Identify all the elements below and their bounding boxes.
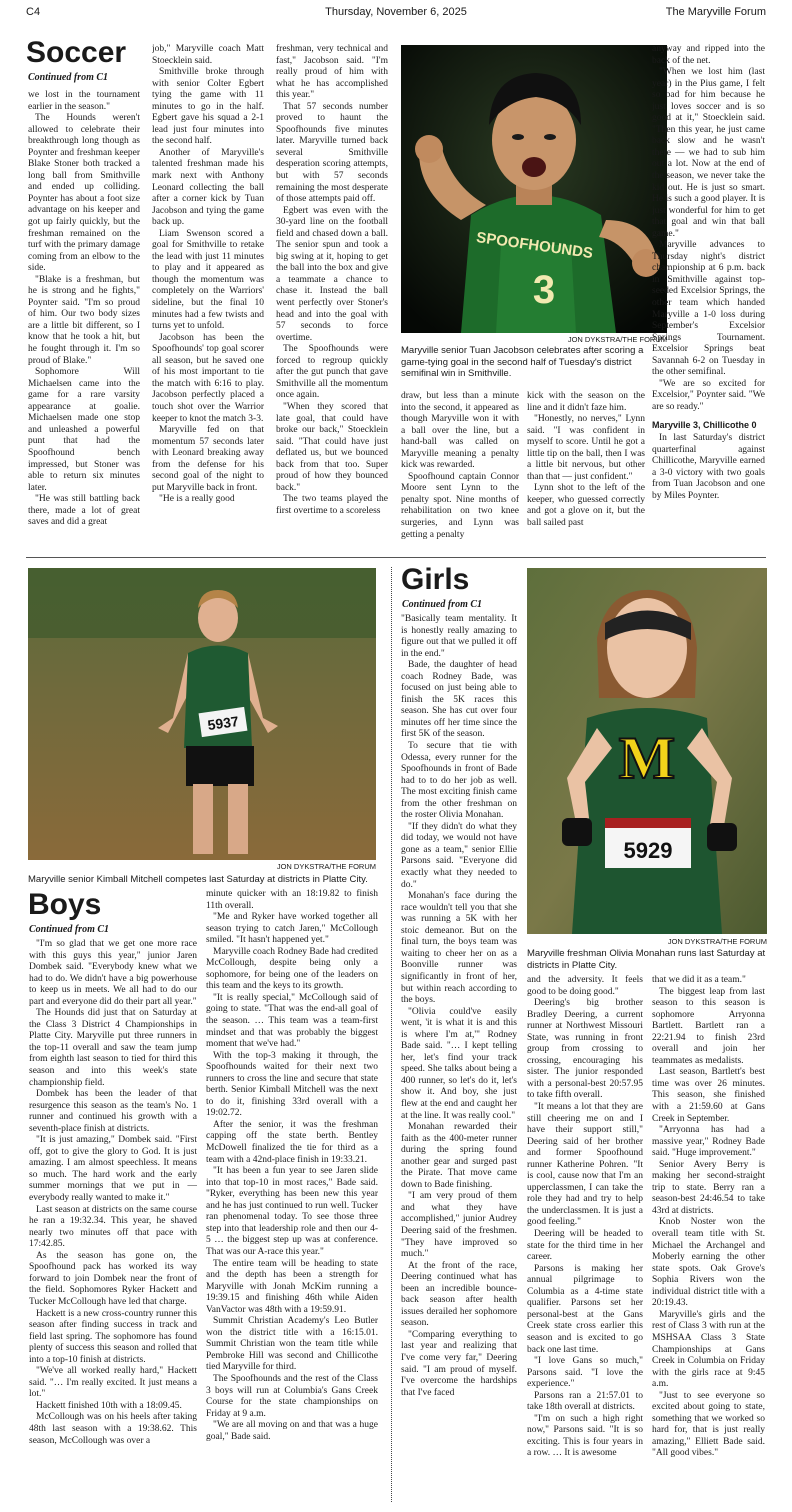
- soccer-column-3: freshman, very technical and fast," Jacobson said. "I'm really proud of him with what he has accomplished this year." That 57 seconds number proved to haunt the Spoofhounds five minutes later. Maryville turned back several Smithville desperation scoring attempts, but with 57 seconds remaining the most desperate of those attempts paid off. Egbert was even with the 30-yard line on the football field and chased down a ball. The senior spun and took a big swing at it, hoping to get the ball into the box and give a teammate a chance to chase it. Instead the ball went perfectly over Stoner's head and into the goal with 57 seconds to force overtime. The Spoofhounds were forced to regroup quickly after the gut punch that gave Smithville all the momentum once again. "When they scored that late goal, that could have broke our back," Stoecklein said. "That could have just deflated us, but we bounced back from that too. Super proud of how they bounced back." The two teams played the first overtime to a scoreless: [276, 44, 388, 516]
- girls-headline: Girls: [401, 563, 470, 596]
- boys-bib-number: 5937: [206, 712, 240, 734]
- girls-column-2: and the adversity. It feels good to be doing good." Deering's big brother Bradley Deering, a current runner at Northwest Missouri State, was running in front group from crossing to crossing, encouraging his sister. The junior responded with a personal-best 20:57.95 to take fifth overall. "It means a lot that they are still cheering me on and I have their support still," Deering said of her brother and former Spoofhound runner Katherine Pohren. "It is cool, cause now that I'm an upperclassmen, I can take the role they had and try to help the underclassmen. It is just a good feeling." Deering will be headed to state for the third time in her career. Parsons is making her annual pilgrimage to Columbia as a 4-time state qualifier. Parsons set her personal-best at the Gans Creek state cross earlier this season and is excited to go back one last time. "I love Gans so much," Parsons said. "I love the experience." Parsons ran a 21:57.01 to take 18th overall at districts. "I'm on such a high right now," Parsons said. "It is so exciting. This is four years in a row. … It is awesome: [527, 975, 643, 1459]
- boys-headline: Boys: [28, 888, 102, 921]
- page-number: C4: [26, 6, 41, 18]
- girls-continued: Continued from C1: [402, 599, 483, 610]
- soccer-column-1: we lost in the tournament earlier in the season." The Hounds weren't allowed to celebrate their breakthrough long though as Poynter and freshman keeper Blake Stoner both tracked a long ball from Smithville and ended up colliding. Poynter has about a foot size advantage on his keeper and got up fairly quickly, but the freshman remained on the turf with the primary damage coming from an elbow to the side. "Blake is a freshman, but he is strong and he fights," Poynter said. "I'm so proud of him. Our two body sizes are a little bit different, so I know that he took a hit, but he fought through it. I'm so proud of Blake." Sophomore Will Michaelsen came into the game for a rare varsity appearance at goalie. Michaelsen made one stop and unleashed a powerful punt that had the Spoofhound bench impressed, but Stoner was able to return six minutes later. "He was still battling back there, made a lot of great saves and did a great: [28, 90, 140, 528]
- soccer-column-6: anyway and ripped into the back of the net. "When we lost him (last year) in the Pius game, I felt so bad for him because he just loves soccer and is so good at it," Stoecklein said. "Then this year, he just came back slow and he wasn't there — we had to sub him out a lot. Now at the end of the season, we never take the kid out. He is just so smart. He is such a good player. It is just wonderful for him to get that goal and win that ball game." Maryville advances to Thursday night's district championship at 6 p.m. back in Smithville against top-seeded Excelsior Springs, the other team which handed Maryville a 1-0 loss during September's Excelsior Springs Tournament. Excelsior Springs beat Savannah 6-2 on Tuesday in the other semifinal. "We are so excited for Excelsior," Poynter said. "We are so ready." Maryville 3, Chillicothe 0 In last Saturday's district quarterfinal against Chillicothe, Maryville earned a 3-0 victory with two goals from Tuan Jacobson and one by Miles Poynter.: [652, 44, 765, 501]
- soccer-headline: Soccer: [26, 36, 127, 69]
- boys-photo-caption: Maryville senior Kimball Mitchell competes last Saturday at districts in Platte City.: [28, 874, 368, 885]
- boys-photo-credit: JON DYKSTRA/THE FORUM: [276, 862, 376, 871]
- soccer-photo-image: [401, 45, 667, 333]
- section-divider: [26, 557, 766, 558]
- soccer-column-4: draw, but less than a minute into the second, it appeared as though Maryville won it with a ball over the line, but a hand-ball was called on Maryville meaning a penalty kick was rewarded. Spoofhound captain Connor Moore sent Lynn to the penalty spot. Nine months of rehabilitation on two knee surgeries, and Lynn was getting a penalty: [401, 391, 519, 540]
- soccer-jersey-text: SPOOFHOUNDS: [475, 228, 594, 263]
- girls-jersey-letter: M: [618, 725, 676, 791]
- girls-photo-image: [527, 568, 767, 934]
- soccer-jersey-number: 3: [532, 268, 556, 312]
- column-divider: [391, 567, 392, 1502]
- newspaper-name: The Maryville Forum: [665, 6, 766, 18]
- boys-photo-image: [28, 568, 376, 860]
- issue-date: Thursday, November 6, 2025: [325, 6, 467, 18]
- girls-photo-credit: JON DYKSTRA/THE FORUM: [667, 937, 767, 946]
- boys-photo: [28, 568, 376, 860]
- girls-column-1: "Basically team mentality. It is honestly really amazing to figure out that we pulled it off in the end." Bade, the daughter of head coach Rodney Bade, was focused on just being able to finish the 5K races this season. She has cut over four minutes off her time since the first 5K of the season. To secure that tie with Odessa, every runner for the Spoofhounds in front of Bade had to to do her job as well. The most exciting finish came from the other freshman on the roster Olivia Monahan. "If they didn't do what they did today, we would not have gone as a team," senior Ellie Parsons said. "Everyone did exactly what they needed to do." Monahan's face during the race wouldn't tell you that she was running a 5K with her stoic demeanor. But on the final turn, the boys team was waiting to cheer her on as a Boonville runner was significantly in front of her, but within reach according to the boys. "Olivia could've easily went, 'it is what it is and this is where I'm at,'" Rodney Bade said. "… I kept telling her, let's find your track speed. She talks about being a 400 runner, so let's do it, let's show it. And boy, she just flew at the end and caught her at the line. It was really cool." Monahan rewarded their faith as the 400-meter runner during the spring found another gear and surged past the Pirate. That move came down to Bade finishing. "I am very proud of them and what they have accomplished," junior Audrey Deering said of the freshmen. "They have improved so much." At the front of the race, Deering continued what has been an incredible bounce-back season after health issues derailed her sophomore season. "Comparing everything to last year and realizing that I've come very far," Deering said. "I am proud of myself. I've overcome the hardships that I've faced: [401, 614, 517, 1398]
- boys-column-2: minute quicker with an 18:19.82 to finish 11th overall. "Me and Ryker have worked together all season trying to catch Jaren," McCollough smiled. "It hasn't happened yet." Maryville coach Rodney Bade had credited McCollough, despite being only a sophomore, for being one of the leaders on this team and the keys to its growth. "It is really special," McCollough said of going to state. "That was the end-all goal of the season. … This team was a team-first mindset and that was probably the biggest moment that we've had." With the top-3 making it through, the Spoofhounds waited for their next two runners to cross the line and secure that state berth. Senior Kimball Mitchell was the next to do it, finishing 33rd overall with a 19:02.72. After the senior, it was the freshman capping off the state berth. Bentley McDowell finalized the tie for third as a team with a 42nd-place finish in 19:33.21. "It has been a fun year to see Jaren slide into that top-10 in most races," Bade said. "Ryker, everything has been new this year and he has just continued to run well. Tucker ran phenomenal today. To see those three step into that leadership role and then our 4-5 … the biggest step up was at conference. That was our A-race this year." The entire team will be heading to state and the depth has been a strength for Maryville with Jonah McKim running a 19:39.15 and finishing 46th while Aiden VanVactor was 48th with a 19:59.91. Summit Christian Academy's Leo Butler won the district title with a 16:15.01. Summit Christian won the team title while Pembroke Hill was second and Chillicothe tied Maryville for third. The Spoofhounds and the rest of the Class 3 boys will run at Columbia's Gans Creek Course for the state championships on Friday at 9 a.m. "We are all moving on and that was a huge goal," Bade said.: [206, 889, 378, 1442]
- girls-photo: [527, 568, 767, 934]
- boys-column-1: "I'm so glad that we get one more race with this guys this year," junior Jaren Dombek said. "Everybody knew what we had to do. We didn't have a big powerhouse to keep us in meets. We all had to do our part and everyone did do their part all year." The Hounds did just that on Saturday at the Class 3 District 4 Championships in Platte City. Maryville put three runners in the top-11 overall and saw the team jump from eighth last season to tied for third this season and into this week's state championship field. Dombek has been the leader of that resurgence this season as the team's No. 1 runner and continued his growth with a seventh-place finish at districts. "It is just amazing," Dombek said. "First off, got to give the glory to God. It is just amazing. I am almost speechless. It means so much. The hard work and the early summer mornings that we put in — everybody really wanted to make it." Last season at districts on the same course he ran a 19:32.34. This year, he shaved nearly two minutes off that pace with 17:42.85. As the season has gone on, the Spoofhound pack has worked its way forward to join Dombek near the front of the field. Sophomores Ryker Hackett and Tucker McCollough have led that charge. Hackett is a new cross-country runner this season after finding success in track and field last spring. The sophomore has found plenty of success this season and rolled that into a top-10 finish at districts. "We've all worked really hard," Hackett said. "… I'm really excited. It just means a lot." Hackett finished 10th with a 18:09.45. McCollough was on his heels after taking 48th last season with a 19:38.62. This season, McCollough was over a: [29, 939, 197, 1446]
- soccer-photo: [401, 45, 667, 333]
- soccer-photo-caption: Maryville senior Tuan Jacobson celebrates after scoring a game-tying goal in the second half of Tuesday's district semifinal win in Smithville.: [401, 345, 644, 379]
- boys-continued: Continued from C1: [29, 924, 110, 935]
- soccer-column-2: job," Maryville coach Matt Stoecklein said. Smithville broke through with senior Colter Egbert tying the game with 11 minutes to go in the half. Egbert gave his squad a 2-1 lead just four minutes into the second half. Another of Maryville's talented freshman made his mark next with Anthony Leonard collecting the ball after a corner kick by Tuan Jacobson and tying the game back up. Liam Swenson scored a goal for Smithville to retake the lead with just 11 minutes to play and it appeared as though the momentum was completely on the Warriors' sideline, but the final 10 minutes had a few twists and turns yet to unfold. Jacobson has been the Spoofhounds' top goal scorer all season, but he saved one of his most important to tie the match with 6:16 to play. Jacobson perfectly placed a touch shot over the Warrior keeper to knot the match 3-3. Maryville fed on that momentum 57 seconds later with Leonard breaking away from the defense for his second goal of the night to put Maryville back in front. "He is a really good: [152, 44, 264, 505]
- girls-bib-number: 5929: [623, 838, 673, 863]
- soccer-column-5: kick with the season on the line and it didn't faze him. "Honestly, no nerves," Lynn said. "I was confident in myself to score. Until he got a little tip on the ball, then I was a little bit nervous, but other than that — just confident." Lynn shot to the left of the keeper, who guessed correctly and got a glove on it, but the ball sailed past: [527, 391, 645, 529]
- soccer-photo-credit: JON DYKSTRA/THE FORUM: [567, 335, 667, 344]
- soccer-continued: Continued from C1: [28, 72, 109, 83]
- soccer-subhead: Maryville 3, Chillicothe 0: [652, 419, 757, 430]
- girls-column-3: that we did it as a team." The biggest leap from last season to this season is sophomore Arryonna Bartlett. Bartlett ran a 22:21.94 to finish 23rd overall and join her teammates as medalists. Last season, Bartlett's best time was over 26 minutes. This season, she finished with a 21:59.60 at Gans Creek in September. "Arryonna has had a massive year," Rodney Bade said. "Huge improvement." Senior Avery Berry is making her second-straight trip to state. Berry ran a season-best 24:46.54 to take 43rd at districts. Knob Noster won the overall team title with St. Michael the Archangel and Moberly earning the other state spots. Oak Grove's Sophia Rivers won the individual district title with a 20:19.43. Maryville's girls and the rest of Class 3 with run at the MSHSAA Class 3 State Championships at Gans Creek in Columbia on Friday with the girls race at 9:45 a.m. "Just to see everyone so excited about going to state, something that we worked so hard for, that is just really amazing," Elliett Bade said. "All good vibes.": [652, 975, 765, 1459]
- girls-photo-caption: Maryville freshman Olivia Monahan runs last Saturday at districts in Platte City.: [527, 948, 766, 971]
